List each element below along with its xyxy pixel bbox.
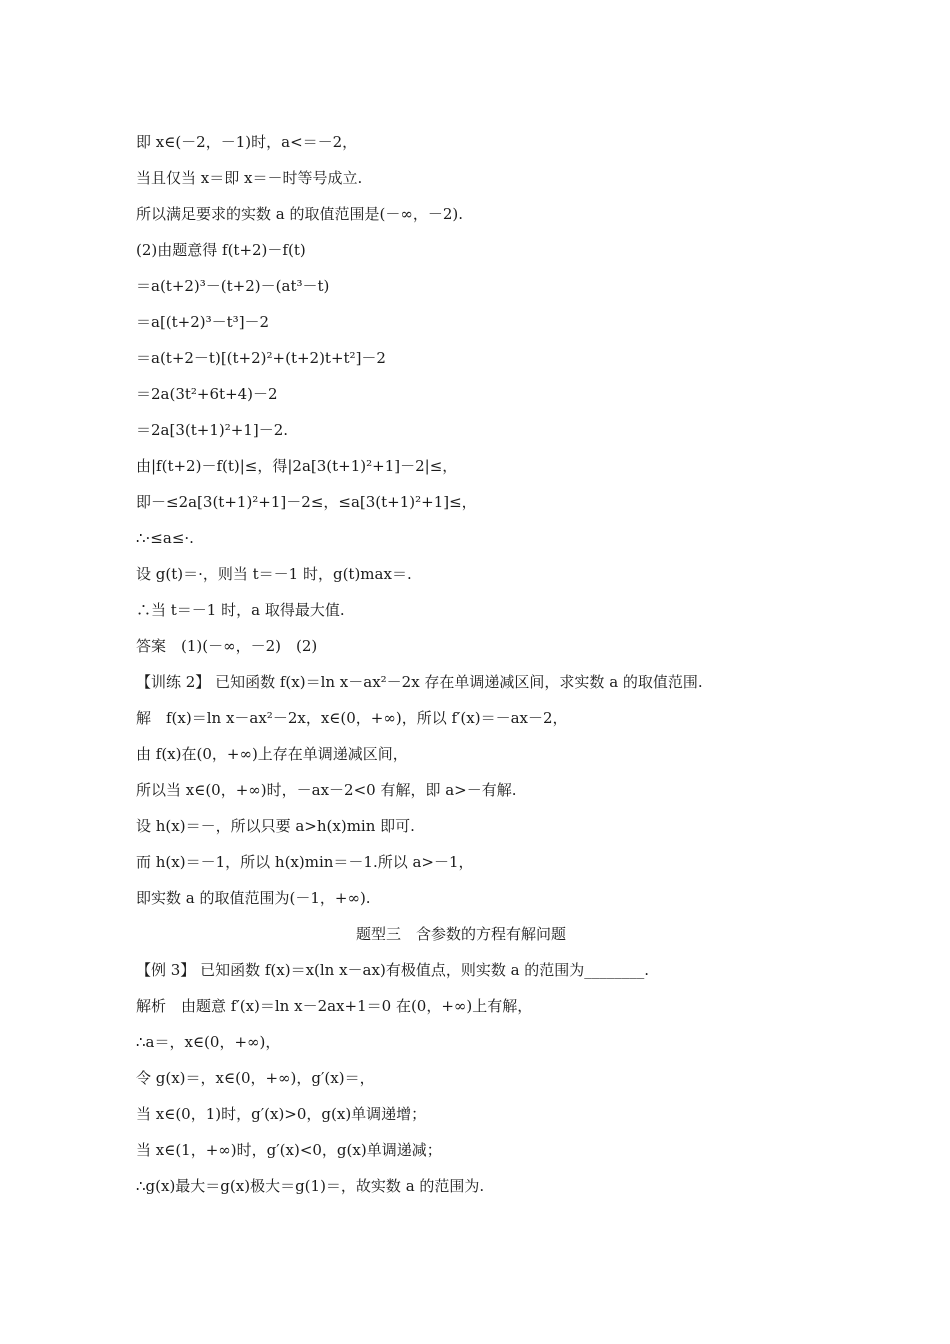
text-line: 所以满足要求的实数 a 的取值范围是(－∞，－2). [136, 205, 463, 223]
document-body [136, 124, 826, 1204]
text-line: 设 g(t)＝·，则当 t＝－1 时，g(t)max＝. [136, 565, 412, 583]
text-line: ∴a＝，x∈(0，+∞)， [136, 1033, 281, 1051]
text-line: ＝2a[3(t+1)²+1]－2. [136, 421, 289, 439]
example-heading: 【例 3】 已知函数 f(x)＝x(ln x－ax)有极值点，则实数 a 的范围为________. [136, 961, 650, 979]
text-line: ＝a(t+2)³－(t+2)－(at³－t) [136, 277, 330, 295]
text-line: 由|f(t+2)－f(t)|≤，得|2a[3(t+1)²+1]－2|≤， [136, 457, 458, 475]
text-line: ＝2a(3t²+6t+4)－2 [136, 385, 278, 403]
exercise-heading: 【训练 2】 已知函数 f(x)＝ln x－ax²－2x 存在单调递减区间，求实数 a 的取值范围. [136, 673, 703, 691]
text-line: (2)由题意得 f(t+2)－f(t) [136, 241, 306, 259]
answer-line: 答案 (1)(－∞，－2) (2) [136, 637, 318, 655]
text-line: 解 f(x)＝ln x－ax²－2x，x∈(0，+∞)，所以 f′(x)＝－ax－2， [136, 709, 568, 727]
text-line: ∴当 t＝－1 时，a 取得最大值. [136, 601, 345, 619]
text-line: 即－≤2a[3(t+1)²+1]－2≤，≤a[3(t+1)²+1]≤， [136, 493, 477, 511]
text-line: ∴·≤a≤·. [136, 529, 194, 547]
text-line: 即 x∈(－2，－1)时，a<＝－2， [136, 133, 358, 151]
text-line: 令 g(x)＝，x∈(0，+∞)，g′(x)＝， [136, 1069, 375, 1087]
text-line: 当 x∈(0，1)时，g′(x)>0，g(x)单调递增； [136, 1105, 427, 1123]
text-line: 即实数 a 的取值范围为(－1，+∞). [136, 889, 371, 907]
text-line: ∴g(x)最大＝g(x)极大＝g(1)＝，故实数 a 的范围为. [136, 1177, 485, 1195]
text-line: 当 x∈(1，+∞)时，g′(x)<0，g(x)单调递减； [136, 1141, 442, 1159]
text-line: ＝a(t+2－t)[(t+2)²+(t+2)t+t²]－2 [136, 349, 386, 367]
text-line: ＝a[(t+2)³－t³]－2 [136, 313, 270, 331]
text-line: 由 f(x)在(0，+∞)上存在单调递减区间， [136, 745, 408, 763]
text-line: 设 h(x)＝－，所以只要 a>h(x)min 即可. [136, 817, 415, 835]
text-line: 所以当 x∈(0，+∞)时，－ax－2<0 有解，即 a>－有解. [136, 781, 517, 799]
text-line: 而 h(x)＝－1，所以 h(x)min＝－1.所以 a>－1， [136, 853, 474, 871]
text-line: 解析 由题意 f′(x)＝ln x－2ax+1＝0 在(0，+∞)上有解， [136, 997, 533, 1015]
section-title: 题型三 含参数的方程有解问题 [355, 925, 566, 943]
text-line: 当且仅当 x＝即 x＝－时等号成立. [136, 169, 363, 187]
